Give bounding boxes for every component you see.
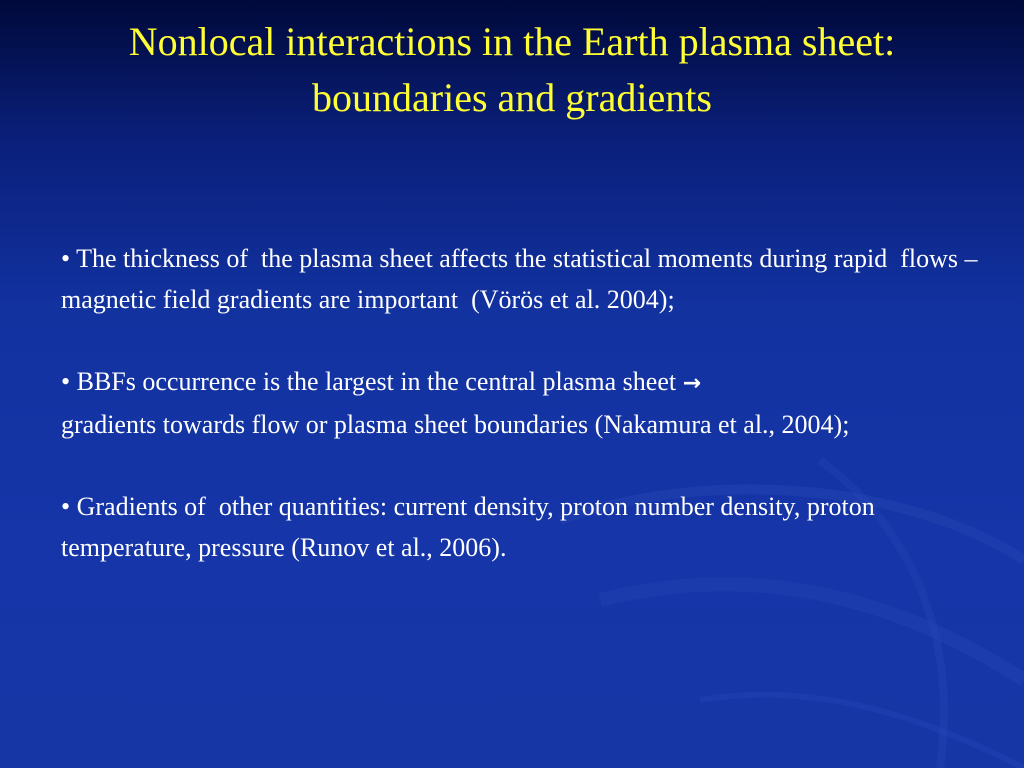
slide-body [61,238,1001,609]
bullet-item-bbfs-text: • BBFs occurrence is the largest in the central plasma sheet [61,367,683,396]
bullet-item-gradients: • Gradients of other quantities: current density, proton number density, proton temperature, pressure (Runov et al., 2006). [61,492,882,562]
bullet-item-bbfs-continuation: gradients towards flow or plasma sheet boundaries (Nakamura et al., 2004); [61,410,850,439]
slide-title [0,14,1024,126]
slide-title-line-1: Nonlocal interactions in the Earth plasma sheet: [128,19,896,64]
right-arrow-icon: → [682,371,702,396]
bullet-item-bbfs [61,361,1001,445]
bullet-item-thickness: • The thickness of the plasma sheet affects the statistical moments during rapid flows – magnetic field gradients are important (Vörös et al. 2004); [61,244,984,314]
slide-title-line-2: boundaries and gradients [312,75,712,120]
